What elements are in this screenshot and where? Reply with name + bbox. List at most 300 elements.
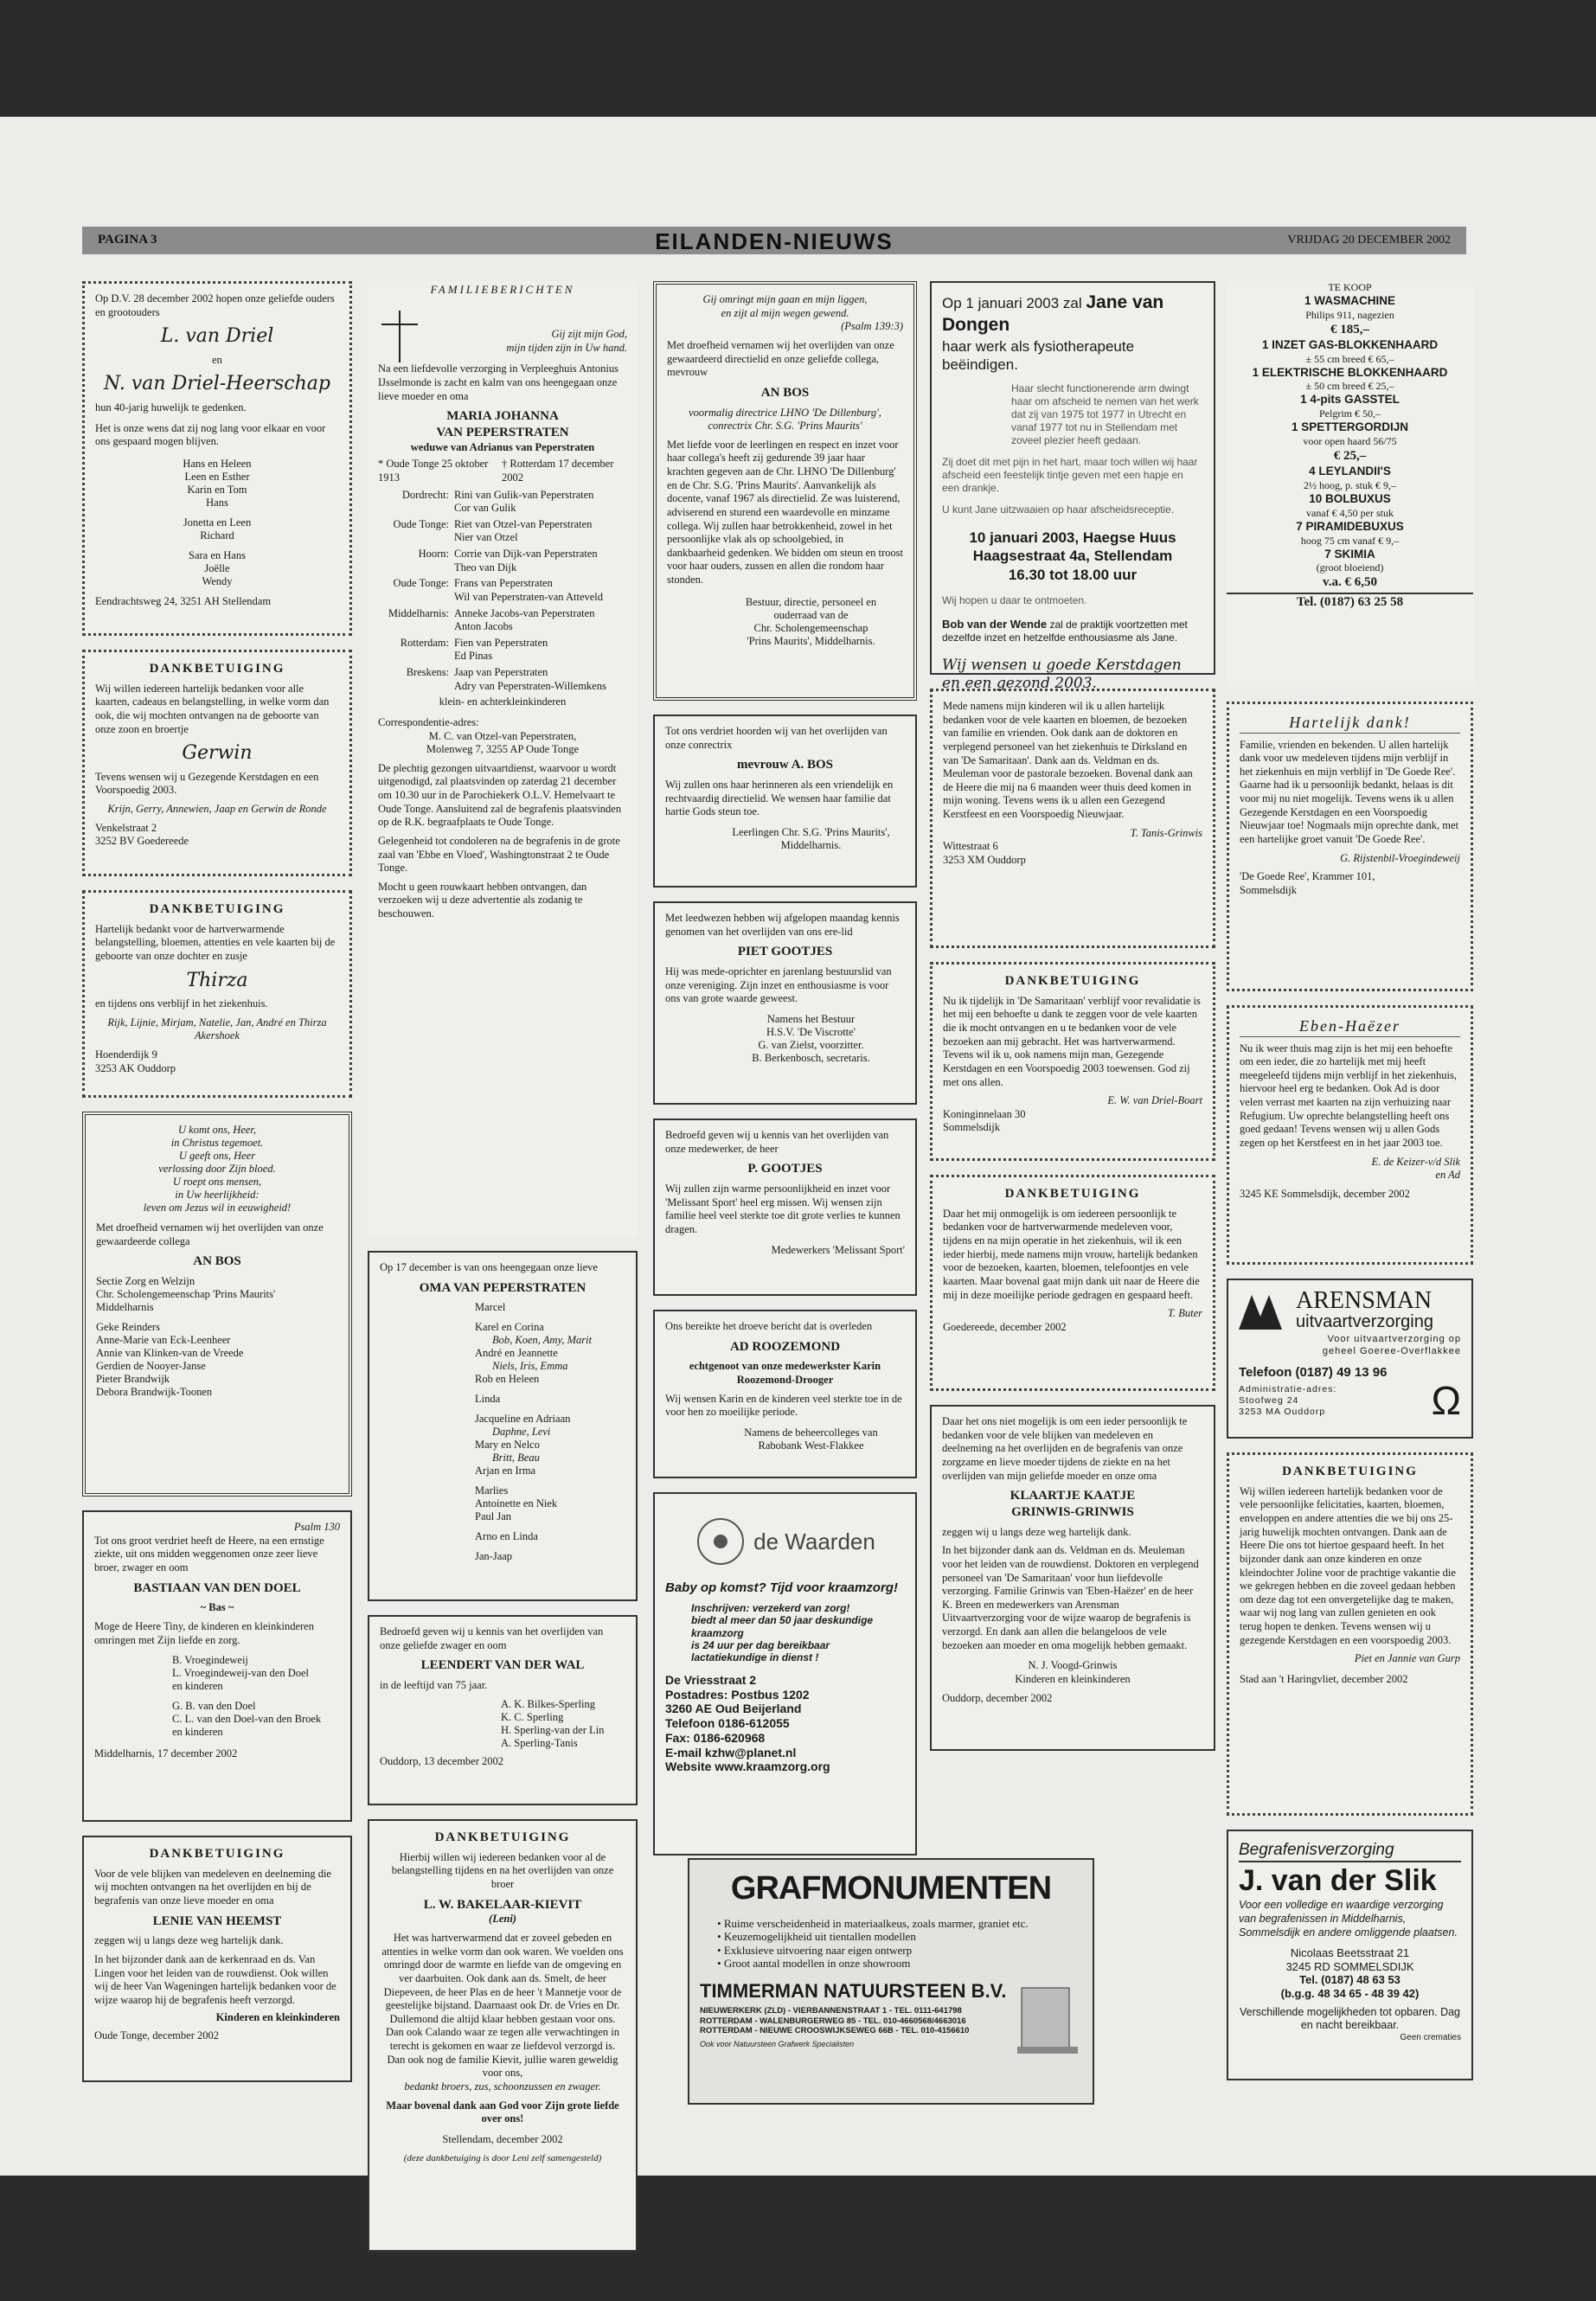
item-detail: ± 50 cm breed € 25,– [1305, 380, 1394, 393]
person-name: LEENDERT VAN DER WAL [420, 1658, 585, 1673]
item-detail: € 25,– [1333, 449, 1367, 464]
conjunction: en [212, 353, 222, 366]
death-date: † Rotterdam 17 december 2002 [502, 458, 614, 484]
arensman-ad [1227, 1279, 1473, 1439]
person-name: Jane van Dongen [942, 292, 1164, 336]
place-date: Oude Tonge, december 2002 [94, 2029, 219, 2042]
footnote: (deze dankbetuiging is door Leni zelf samengesteld) [403, 2153, 602, 2164]
list-item: Namens het Bestuur [766, 1012, 856, 1025]
list-item: Anneke Jacobs-van Peperstraten [454, 606, 595, 619]
list-item: G. van Zielst, voorzitter. [758, 1038, 864, 1051]
list-item: ROTTERDAM - NIEUWE CROOSWIJKSEWEG 66B - TEL. 010-4156610 [700, 2026, 970, 2036]
thanks-notice [82, 650, 352, 876]
notice-text: in de leeftijd van 75 jaar. [380, 1679, 488, 1691]
list-item: Chr. Scholengemeenschap [753, 621, 869, 634]
place-date: Goedereede, december 2002 [943, 1320, 1067, 1333]
place-label: Breskens: [406, 666, 449, 678]
person-name: BASTIAAN VAN DEN DOEL [133, 1580, 301, 1595]
notice-text: zeggen wij u langs deze weg hartelijk dank. [942, 1525, 1131, 1538]
phone-number: Tel. (0187) 48 63 53 [1299, 1973, 1401, 1987]
list-item: B. Vroegindeweij [172, 1654, 248, 1667]
notice-text: Maar bovenal dank aan God voor Zijn grote liefde over ons! [386, 2099, 619, 2125]
list-item: Riet van Otzel-van Peperstraten [454, 517, 593, 530]
phone-number: Telefoon (0187) 49 13 96 [1239, 1364, 1388, 1380]
place-label: Hoorn: [418, 548, 449, 560]
list-item: Sara en Hans [189, 548, 246, 561]
psalm-ref: (Psalm 139:3) [841, 320, 903, 333]
notice-text: Op 17 december is van ons heengegaan onze lieve [380, 1261, 598, 1273]
notice-text: Daar het ons niet mogelijk is om een ieder persoonlijk te bedanken voor de vele blijken van medeleven en deelneming na het overlijden en de begrafenis van onze zorgzame en lieve moeder tijdens de ziekte en na het overlijden van mijn geliefde moeder en onze oma [942, 1415, 1188, 1482]
relative-row [378, 637, 627, 663]
address: M. C. van Otzel-van Peperstraten, [428, 729, 577, 742]
poem-line: U roept ons mensen, [172, 1176, 262, 1188]
event-info: 16.30 tot 18.00 uur [1008, 566, 1138, 583]
item-detail: Philips 911, nagezien [1305, 308, 1394, 321]
list-item: Anton Jacobs [454, 620, 513, 633]
item-title: 1 SPETTERGORDIJN [1291, 420, 1409, 434]
signatories [665, 826, 905, 852]
signature: Kinderen en kleinkinderen [1015, 1672, 1131, 1685]
ad-text: zal de praktijk voortzetten met dezelfde inzet en hetzelfde enthousiasme als Jane. [942, 618, 1188, 644]
list-item: Marcel [475, 1301, 506, 1314]
ad-text: geheel Goeree-Overflakkee [1322, 1345, 1461, 1356]
notice-text: en tijdens ons verblijf in het ziekenhuis. [95, 997, 268, 1010]
poem-line: U komt ons, Heer, [178, 1124, 256, 1136]
family-notices [368, 281, 638, 1237]
item-title: 4 LEYLANDII'S [1309, 464, 1391, 478]
address: Wittestraat 6 [943, 840, 998, 853]
person-name: P. GOOTJES [747, 1162, 823, 1176]
person-name: MARIA JOHANNA [446, 409, 559, 424]
contact-info [665, 1673, 905, 1775]
address: 3253 XM Ouddorp [943, 853, 1026, 866]
for-sale-item [1227, 465, 1473, 492]
list-item: 'Prins Maurits', Middelharnis. [747, 634, 875, 647]
logo-text: de Waarden [753, 1528, 875, 1554]
signature: Rijk, Lijnie, Mirjam, Natelie, Jan, André en Thirza Akershoek [107, 1016, 327, 1042]
person-name: AN BOS [193, 1254, 241, 1269]
address: Venkelstraat 2 [95, 821, 157, 834]
signatories [96, 1275, 338, 1399]
list-item: Ruime verscheidenheid in materiaalkeus, zoals marmer, graniet etc. [723, 1916, 1029, 1930]
person-name: L. van Driel [160, 325, 274, 348]
notice-text: In het bijzonder dank aan de kerkenraad en ds. Van Lingen voor het leiden van de rouwdienst. Ook willen wij de heer Van Wageningen hartelijk bedanken voor de wijze waarop hij de begrafenis heeft verzorgd. [94, 1953, 337, 2006]
list-item: Britt, Beau [492, 1452, 540, 1465]
notice-text: Bedroefd geven wij u kennis van het overlijden van onze medewerker, de heer [665, 1129, 889, 1155]
list-item: Antoinette en Niek [475, 1497, 558, 1510]
person-name: AD ROOZEMOND [729, 1339, 841, 1354]
signatories [665, 1426, 905, 1452]
poem-line: U geeft ons, Heer [178, 1150, 256, 1162]
company-tagline: uitvaartverzorging [1296, 1312, 1433, 1331]
role: voormalig directrice LHNO 'De Dillenburg', conrectrix Chr. S.G. 'Prins Maurits' [689, 406, 881, 433]
list-item: Sectie Zorg en Welzijn [96, 1275, 195, 1287]
phone-number: Tel. (0187) 63 25 58 [1227, 593, 1473, 611]
company-name: ARENSMAN [1296, 1287, 1433, 1314]
notice-text: bedankt broers, zus, schoonzussen en zwager. [404, 2080, 601, 2093]
item-detail: (groot bloeiend) [1316, 561, 1384, 574]
notice-text: Met leedwezen hebben wij afgelopen maandag kennis genomen van het overlijden van ons ere-lid [665, 912, 900, 938]
list-item: Mary en Nelco [475, 1439, 540, 1452]
list-item: De Vriesstraat 2 [665, 1672, 757, 1687]
psalm-ref: Psalm 130 [293, 1521, 340, 1533]
notice-text: Bedroefd geven wij u kennis van het overlijden van onze geliefde zwager en oom [380, 1625, 604, 1651]
ad-text: U kunt Jane uitzwaaien op haar afscheidsreceptie. [942, 503, 1175, 516]
obituary-notice [653, 715, 917, 888]
signature: G. Rijstenbil-Vroegindeweij [1340, 851, 1460, 864]
notice-text: hun 40-jarig huwelijk te gedenken. [95, 401, 247, 413]
item-detail: hoog 75 cm vanaf € 9,– [1300, 534, 1400, 547]
list-item: Linda [475, 1393, 501, 1406]
list-item: C. L. van den Doel-van den Broek [172, 1713, 322, 1726]
kraamzorg-ad [653, 1492, 917, 1856]
address: Hoenderdijk 9 [95, 1048, 157, 1061]
anniversary-notice [82, 281, 352, 636]
ad-headline: haar werk als fysiotherapeute beëindigen. [942, 337, 1135, 373]
thanks-notice [368, 1819, 638, 2252]
notice-text: Het was hartverwarmend dat er zoveel gebeden en attenties in welke vorm dan ook waren. We voelden ons omringd door de warmte en liefde van de omgeving en ver daarbuiten. Ook dank aan ds. Smelt, de heer Diepeveen, de heer Plas en de heer 't Mannetje voor de geestelijke bijstand. Daarnaast ook Dr. de Vries en Dr. Dullemond die altijd klaar hebben gestaan voor ons. Dan ook Calando waar ze tegen alle verwachtingen in terecht is gekomen en waar ze liefdevol verzorgd is. Dan ook nog de familie Kievit, jullie waren geweldig voor ons, [381, 1932, 624, 2080]
notice-title: DANKBETUIGING [1282, 1465, 1418, 1478]
signature: en Ad [1435, 1169, 1460, 1182]
list-item: A. K. Bilkes-Sperling [501, 1697, 596, 1710]
notice-text: Nu ik tijdelijk in 'De Samaritaan' verblijf voor revalidatie is het mij een behoefte u dank te zeggen voor de vele kaarten die ik mocht ontvangen en u te bedanken voor de vele bezoeken aan mij gebracht. Het was hartverwarmend. Tevens wil ik u, ook namens mijn man, Gezegende Kerstdagen en een Voorspoedig 2003 toewensen. God zij met ons allen. [943, 994, 1201, 1088]
relative-row [378, 607, 627, 634]
notice-title: DANKBETUIGING [1004, 1187, 1141, 1201]
list-item: en kinderen [172, 1726, 223, 1739]
relative-row [378, 548, 627, 574]
item-detail: voor open haard 56/75 [1303, 435, 1397, 448]
signature: Kinderen en kleinkinderen [215, 2010, 340, 2023]
signature: T. Buter [1167, 1307, 1202, 1320]
relative-row [378, 518, 627, 545]
notice-title: DANKBETUIGING [149, 662, 285, 676]
notice-title: DANKBETUIGING [434, 1830, 571, 1844]
list-item: Nier van Otzel [454, 531, 518, 544]
list-item: A. Sperling-Tanis [501, 1736, 578, 1749]
thanks-notice [1227, 1452, 1473, 1816]
list-item: Jaap van Peperstraten [454, 666, 548, 678]
thanks-notice [1227, 1005, 1473, 1265]
thanks-notice [1227, 702, 1473, 991]
notice-text: Met droefheid vernamen wij het overlijden van onze gewaardeerd directielid en onze geliefde collega, mevrouw [667, 338, 894, 379]
list-item: Paul Jan [475, 1510, 512, 1523]
list-item: Inschrijven: verzekerd van zorg! [691, 1601, 850, 1614]
item-detail: ± 55 cm breed € 65,– [1305, 352, 1394, 365]
grafmonumenten-ad [688, 1858, 1094, 2105]
season-greeting: Wij wensen u goede Kerstdagen en een gezond 2003. [942, 657, 1182, 693]
list-item: Debora Brandwijk-Toonen [96, 1386, 213, 1398]
masthead: EILANDEN-NIEUWS [655, 228, 894, 254]
company-name: J. van der Slik [1239, 1863, 1437, 1897]
for-sale-item [1227, 492, 1473, 520]
relative-row [378, 666, 627, 693]
list-item: is 24 uur per dag bereikbaar [691, 1638, 830, 1651]
list-item: Ed Pinas [454, 650, 493, 663]
address: Eendrachtsweg 24, 3251 AH Stellendam [95, 594, 272, 607]
signature: N. J. Voogd-Grinwis [1028, 1659, 1118, 1672]
family-list [380, 1301, 625, 1563]
list-item: Daphne, Levi [492, 1426, 551, 1439]
poem-line: in Christus tegemoet. [170, 1137, 264, 1149]
place-date: Stellendam, december 2002 [442, 2132, 563, 2145]
obituary-notice [368, 1251, 638, 1601]
notice-text: zeggen wij u langs deze weg hartelijk dank. [94, 1934, 284, 1947]
list-item: Rini van Gulik-van Peperstraten [454, 488, 594, 501]
list-item: André en Jeannette [475, 1347, 558, 1360]
page-number: PAGINA 3 [98, 233, 157, 247]
notice-text: Met droefheid vernamen wij het overlijden van onze gewaardeerde collega [96, 1221, 324, 1247]
notice-text: Voor de vele blijken van medeleven en deelneming die wij mochten ontvangen na het overlijden en bij de begrafenis van onze lieve moeder en oma [94, 1867, 331, 1907]
list-item: Wil van Peperstraten-van Atteveld [454, 590, 604, 603]
signature: Piet en Jannie van Gurp [1354, 1652, 1460, 1665]
poem-line: verlossing door Zijn bloed. [158, 1163, 276, 1175]
notice-text: Daar het mij onmogelijk is om iedereen persoonlijk te bedanken voor de hartverwarmende medeleven voor, tijdens en na mijn operatie in het ziekenhuis, wil ik een ieder hierbij, mede namens mijn vrouw, hartelijk bedanken voor de bezoeken, kaarten, bloemen, telefoontjes en vele kaarten. Maar bovenal gaat mijn dank uit naar de Heere die mij in deze moeilijke periode gedragen en gespaard heeft. [943, 1207, 1200, 1301]
notice-text: Met liefde voor de leerlingen en respect en inzet voor haar collega's heeft zij gedurende 39 jaar haar krachten gegeven aan de Chr. LHNO 'De Dillenburg' en de Chr. S.G. 'Prins Maurits'. Aanvankelijk als docente, vanaf 1967 als directielid. Ze was luisterend, adviserend en sturend een waardevolle en minzame collega. Wij zullen haar betrokkenheid, zowel in het persoonlijke vlak als op schoolgebied, in dankbaarheid gedenken. We bidden om steun en troost voor haar ouders, zussen en allen die rondom haar stonden. [667, 438, 903, 586]
thanks-notice [82, 1836, 352, 2082]
list-item: Frans van Peperstraten [454, 577, 553, 590]
place-label: Rotterdam: [400, 636, 449, 649]
notice-text: Hij was mede-oprichter en jarenlang bestuurslid van onze vereniging. Zijn inzet en enthousiasme is voor ons van grote waarde geweest. [665, 965, 892, 1005]
obituary-notice [368, 1615, 638, 1805]
address: Correspondentie-adres: [378, 715, 479, 728]
ad-text: Zij doet dit met pijn in het hart, maar toch willen wij haar afscheid een feestelijk tintje geven met een hapje en een drankje. [942, 456, 1198, 494]
notice-title: DANKBETUIGING [149, 902, 285, 916]
event-info: 10 januari 2003, Haegse Huus [969, 529, 1176, 546]
list-item: Arno en Linda [475, 1530, 538, 1543]
list-item: Corrie van Dijk-van Peperstraten [454, 548, 598, 560]
list-item: Wendy [202, 574, 233, 587]
person-name: N. van Driel-Heerschap [104, 373, 330, 395]
obituary-notice [653, 281, 917, 701]
footnote: Ook voor Natuursteen Grafwerk Specialisten [700, 2039, 855, 2048]
item-detail: v.a. € 6,50 [1323, 575, 1377, 590]
list-item: Annie van Klinken-van de Vreede [96, 1347, 244, 1359]
logo-mark-icon [695, 1516, 747, 1567]
list-item: Hans en Heleen [183, 457, 252, 470]
notice-text: Het is onze wens dat zij nog lang voor elkaar en voor ons gespaard mogen blijven. [95, 421, 326, 448]
item-title: 7 SKIMIA [1324, 547, 1375, 561]
list-item: Rabobank West-Flakkee [758, 1439, 864, 1452]
notice-text: Familie, vrienden en bekenden. U allen hartelijk dank voor uw medeleven tijdens mijn verblijf in het ziekenhuis en mijn verblijf in 'De Goede Ree'. Gaarne had ik u persoonlijk bedankt, helaas is dit voor mij nu niet mogelijk. Tevens wens ik u allen Gezegende Kerstdagen en een Voorspoedig Nieuwjaar toe! Nogmaals mijn oprechte dank, met een hartelijke groet vanuit 'De Goede Ree'. [1240, 738, 1459, 845]
address: Sommelsdijk [1240, 883, 1297, 896]
notice-text: Mede namens mijn kinderen wil ik u allen hartelijk bedanken voor de vele kaarten en bloemen, de bezoeken van familie en vrienden. Ook dank aan de doktoren en verplegend personeel van het ziekenhuis te Dirksland en van 'De Samaritaan'. Dank aan ds. Veldman en ds. Meuleman voor de pastorale bezoeken. Bovenal dank aan de Heere die mij na 6 maanden weer thuis deed komen in mijn woning. Tevens wens ik u allen een Gezegend Kerstfeest en een Voorspoedig Nieuwjaar. [943, 700, 1193, 820]
section-title: FAMILIEBERICHTEN [430, 283, 575, 296]
ad-headline: Baby op komst? Tijd voor kraamzorg! [665, 1580, 898, 1595]
person-name: GRINWIS-GRINWIS [1011, 1504, 1134, 1519]
ad-text: Wij hopen u daar te ontmoeten. [942, 593, 1087, 606]
address: 3253 MA Ouddorp [1239, 1406, 1326, 1417]
notice-title: Eben-Haëzer [1240, 1016, 1460, 1037]
birth-date: * Oude Tonge 25 oktober 1913 [378, 458, 489, 484]
poem [96, 1124, 338, 1215]
ad-text: Voor uitvaartverzorging op [1327, 1334, 1461, 1344]
list-item: Chr. Scholengemeenschap 'Prins Maurits' [96, 1288, 276, 1300]
item-title: 1 4-pits GASSTEL [1300, 393, 1400, 407]
ad-text: Haar slecht functionerende arm dwingt haar om afscheid te nemen van het werk dat zij van 1975 tot 1977 in Utrecht en vanaf 1977 tot nu in Stellendam met zoveel plezier heeft gedaan. [1011, 382, 1199, 446]
item-detail: 2½ hoog, p. stuk € 9,– [1303, 478, 1396, 491]
column-1 [82, 281, 352, 2096]
person-name: L. W. BAKELAAR-KIEVIT [423, 1897, 582, 1912]
signatories [172, 1654, 340, 1739]
for-sale-item [1227, 294, 1473, 338]
thanks-notice [930, 962, 1215, 1161]
for-sale-list [1227, 294, 1473, 591]
list-item: G. B. van den Doel [172, 1700, 256, 1713]
item-title: 1 ELEKTRISCHE BLOKKENHAARD [1252, 365, 1448, 379]
item-detail: vanaf € 4,50 per stuk [1306, 506, 1394, 519]
person-name: VAN PEPERSTRATEN [436, 425, 569, 439]
list-item: Marlies [475, 1484, 509, 1497]
list-item: Niels, Iris, Emma [492, 1360, 568, 1373]
address: 3245 RD SOMMELSDIJK [1285, 1959, 1414, 1973]
ad-headline: Op 1 januari 2003 zal [942, 295, 1086, 311]
list-item: Karin en Tom [187, 483, 247, 496]
ad-text: Voor een volledige en waardige verzorging van begrafenissen in Middelharnis, Sommelsdijk en andere omliggende plaatsen. [1239, 1899, 1458, 1939]
list-item: Groot aantal modellen in onze showroom [723, 1957, 911, 1971]
notice-text: Moge de Heere Tiny, de kinderen en kleinkinderen omringen met Zijn liefde en zorg. [94, 1619, 314, 1646]
item-detail: Pelgrim € 50,– [1319, 407, 1381, 420]
relatives-list [378, 489, 627, 694]
address: Molenweg 7, 3255 AP Oude Tonge [426, 743, 580, 756]
ad-text: Verschillende mogelijkheden tot opbaren. Dag en nacht bereikbaar. [1239, 2005, 1461, 2032]
item-detail: € 185,– [1330, 322, 1369, 336]
place-date: Stad aan 't Haringvliet, december 2002 [1240, 1672, 1408, 1685]
for-sale-item [1227, 366, 1473, 394]
place-date: Ouddorp, 13 december 2002 [380, 1754, 504, 1767]
signatories [667, 596, 903, 648]
cross-icon [378, 311, 421, 362]
thanks-notice [930, 1405, 1215, 1751]
relative-row [378, 489, 627, 516]
column-5 [1227, 281, 1473, 2094]
email-link[interactable]: E-mail kzhw@planet.nl [665, 1745, 797, 1759]
signature: Krijn, Gerry, Annewien, Jaap en Gerwin de Ronde [107, 803, 327, 815]
for-sale-item [1227, 338, 1473, 366]
notice-text: Wij wensen Karin en de kinderen veel sterkte toe in de voor hen zo moeilijke periode. [665, 1392, 902, 1419]
poem-line: in Uw heerlijkheid: [175, 1189, 260, 1201]
person-name: Thirza [186, 969, 248, 991]
list-item: Leen en Esther [184, 470, 250, 483]
arensman-logo-icon [1239, 1291, 1291, 1330]
signature: T. Tanis-Grinwis [1130, 826, 1202, 839]
person-name: Gerwin [182, 742, 253, 765]
list-item: H.S.V. 'De Viscrotte' [766, 1025, 856, 1038]
ad-text: Geen crematies [1400, 2032, 1461, 2042]
for-sale-item [1227, 548, 1473, 592]
obituary-notice [653, 1118, 917, 1296]
thanks-notice [930, 1175, 1215, 1391]
signature: E. de Keizer-v/d Slik [1371, 1155, 1460, 1168]
list-item: 3260 AE Oud Beijerland [665, 1702, 802, 1716]
notice-text: Wij zullen ons haar herinneren als een vriendelijk en rechtvaardig directielid. We wensen haar familie dat hartie Gods steun toe. [665, 779, 894, 818]
list-item: Fien van Peperstraten [454, 636, 548, 649]
ad-headline: GRAFMONUMENTEN [730, 1870, 1052, 1907]
notice-text: Tevens wensen wij u Gezegende Kerstdagen en een Voorspoedig 2003. [95, 770, 319, 797]
list-item: Richard [200, 529, 234, 542]
poem-line: leven om Jezus wil in eeuwigheid! [143, 1202, 292, 1214]
notice-text: Ons bereikte het droeve bericht dat is overleden [665, 1320, 873, 1332]
list-item: Karel en Corina [475, 1321, 544, 1334]
list-item: Fax: 0186-620968 [665, 1730, 766, 1745]
person-name: PIET GOOTJES [737, 945, 833, 959]
ad-headline: Begrafenisverzorging [1239, 1840, 1461, 1862]
list-item: L. Vroegindeweij-van den Doel [172, 1667, 309, 1680]
phone-number: (b.g.g. 48 34 65 - 48 39 42) [1280, 1986, 1420, 2000]
ad-bullets [665, 1602, 905, 1664]
place-label: Oude Tonge: [393, 517, 449, 530]
retirement-ad [930, 281, 1215, 693]
place-label: Dordrecht: [401, 488, 449, 501]
notice-text: Wij willen iedereen hartelijk bedanken voor alle kaarten, cadeaus en belangstelling, in welke vorm dan ook, die wij mochten ontvangen na de geboorte van onze zoon en broertje [95, 682, 330, 735]
website-link[interactable]: Website www.kraamzorg.org [665, 1759, 830, 1774]
column-4 [930, 281, 1215, 1765]
address: Sommelsdijk [943, 1121, 1000, 1134]
list-item: Jacqueline en Adriaan [475, 1413, 571, 1426]
list-item: Bob, Koen, Amy, Marit [492, 1334, 593, 1347]
list-item: Leerlingen Chr. S.G. 'Prins Maurits', [732, 825, 890, 838]
list-item: Theo van Dijk [454, 561, 517, 574]
list-item: lactatiekundige in dienst ! [691, 1651, 819, 1664]
signatories [380, 1698, 625, 1750]
address: Nicolaas Beetsstraat 21 [1290, 1946, 1410, 1960]
notice-title: Hartelijk dank! [1240, 713, 1460, 734]
list-item: Arjan en Irma [475, 1465, 536, 1477]
notice-text: Tot ons verdriet hoorden wij van het overlijden van onze conrectrix [665, 725, 888, 751]
signatories [665, 1013, 905, 1065]
list-item: Joëlle [204, 561, 230, 574]
list-item: Cor van Gulik [454, 502, 516, 515]
verse-line: en zijt al mijn wegen gewend. [721, 306, 849, 319]
thanks-notice [930, 689, 1215, 948]
item-title: 1 WASMACHINE [1304, 294, 1395, 307]
ad-headline: TE KOOP [1328, 281, 1372, 293]
page-header [82, 227, 1466, 254]
list-item: Gerdien de Nooyer-Janse [96, 1360, 206, 1372]
person-name: AN BOS [760, 385, 810, 400]
place-date: Ouddorp, december 2002 [942, 1691, 1053, 1704]
place-date: 3245 KE Sommelsdijk, december 2002 [1240, 1187, 1410, 1200]
list-item: ROTTERDAM - WALENBURGERWEG 85 - TEL. 010-4660568/4663016 [700, 2016, 966, 2026]
monument-icon [1013, 1979, 1082, 2057]
notice-text: Gelegenheid tot condoleren na de begrafenis in de grote zaal van 'Ebbe en Vloed', Washingtonstraat 2 te Oude Tonge. [378, 834, 620, 875]
notice-text: Hierbij willen wij iedereen bedanken voor al de belangstelling tijdens en na het overlijden van onze broer [391, 1850, 614, 1890]
obituary-notice [82, 1510, 352, 1822]
list-item: Bestuur, directie, personeel en [745, 595, 877, 608]
list-item: biedt al meer dan 50 jaar deskundige kraamzorg [691, 1614, 874, 1639]
list-item: en kinderen [172, 1680, 223, 1693]
item-title: 10 BOLBUXUS [1309, 491, 1391, 505]
place-label: Oude Tonge: [393, 577, 449, 590]
verse-line: Gij omringt mijn gaan en mijn liggen, [702, 293, 868, 305]
address: Administratie-adres: [1239, 1384, 1337, 1395]
relative-row [378, 577, 627, 604]
list-item: klein- en achterkleinkinderen [439, 695, 567, 708]
notice-title: DANKBETUIGING [1004, 974, 1141, 988]
signature: Medewerkers 'Melissant Sport' [771, 1243, 905, 1256]
list-item: ouderraad van de [773, 608, 849, 621]
list-item: B. Berkenbosch, secretaris. [752, 1051, 870, 1064]
list-item: Middelharnis. [780, 838, 842, 851]
address: Stoofweg 24 [1239, 1394, 1299, 1406]
list-item: Telefoon 0186-612055 [665, 1716, 790, 1731]
person-name: LENIE VAN HEEMST [152, 1913, 282, 1928]
list-item: Namens de beheercolleges van [744, 1426, 878, 1439]
list-item: Keuzemogelijkheid uit tientallen modellen [723, 1930, 916, 1944]
signature: E. W. van Driel-Boart [1107, 1094, 1202, 1107]
person-name: Bob van der Wende [942, 617, 1048, 631]
list-item: Rob en Heleen [475, 1373, 540, 1386]
person-name: OMA VAN PEPERSTRATEN [419, 1280, 586, 1295]
